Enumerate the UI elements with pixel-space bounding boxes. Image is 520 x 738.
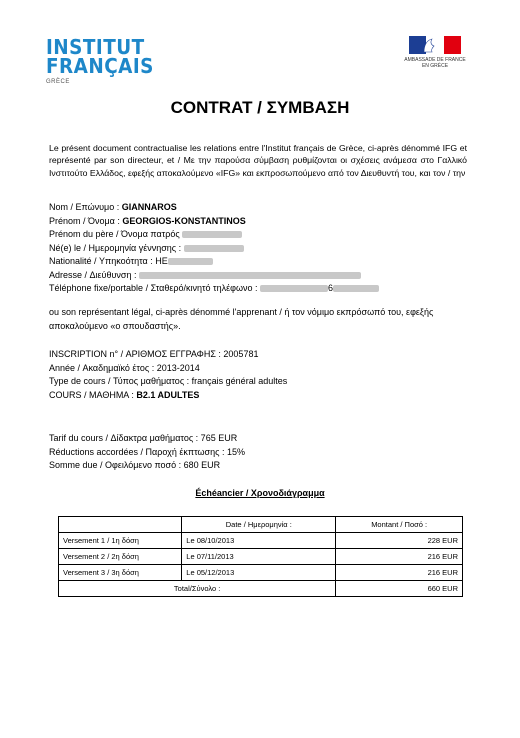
reduction-line: Réductions accordées / Παροχή έκπτωσης : 15% xyxy=(49,446,245,457)
logo-line-2: FRANÇAIS xyxy=(46,54,154,78)
table-header-montant: Montant / Ποσό : xyxy=(336,517,463,533)
pere-label: Prénom du père / Όνομα πατρός xyxy=(49,229,183,239)
total-label: Total/Σύνολο : xyxy=(59,581,336,597)
telephone-row xyxy=(49,282,379,296)
adresse-label: Adresse / Διεύθυνση : xyxy=(49,269,139,280)
nationalite-row xyxy=(49,255,379,269)
prenom-value: GEORGIOS-KONSTANTINOS xyxy=(122,215,246,226)
redacted-nationalite xyxy=(168,258,213,265)
marianne-icon xyxy=(421,37,437,53)
nationalite-partial: HE xyxy=(155,256,168,266)
table-header-row xyxy=(59,517,463,533)
logo-line-1: INSTITUT xyxy=(46,35,145,59)
telephone-suffix: 6 xyxy=(327,283,333,293)
representative-paragraph: ou son représentant légal, ci-après dénommé l'apprenant / ή τον νόμιμο εκπρόσωπό του, εφεξής αποκαλούμενο «ο σπουδαστής». xyxy=(49,307,434,331)
course-value: B2.1 ADULTES xyxy=(136,389,200,400)
installment-date: Le 07/11/2013 xyxy=(182,549,336,565)
redacted-telephone-2 xyxy=(333,285,379,292)
prenom-label: Prénom / Όνομα : xyxy=(49,215,123,226)
table-row xyxy=(59,533,463,549)
embassy-logo xyxy=(402,36,468,69)
inscription-number: INSCRIPTION n° / ΑΡΙΘΜΟΣ ΕΓΓΡΑΦΗΣ : 2005781 xyxy=(49,349,259,359)
pere-row xyxy=(49,228,379,242)
installment-amount: 228 EUR xyxy=(336,533,463,549)
embassy-caption-2: EN GRÈCE xyxy=(421,63,449,69)
tarif-line: Tarif du cours / Δίδακτρα μαθήματος : 765 EUR xyxy=(49,433,238,443)
embassy-caption-1: AMBASSADE DE FRANCE xyxy=(404,57,466,63)
redacted-naissance xyxy=(184,245,244,252)
identity-section xyxy=(49,201,379,296)
academic-year: Année / Ακαδημαϊκό έτος : 2013-2014 xyxy=(49,362,200,373)
redacted-pere xyxy=(182,231,242,238)
logo-line-3: GRÈCE xyxy=(46,79,70,85)
nom-label: Nom / Επώνυμο : xyxy=(49,202,122,212)
prenom-row xyxy=(49,215,379,229)
contract-title: CONTRAT / ΣΥΜΒΑΣΗ xyxy=(170,98,350,117)
inscription-section xyxy=(49,348,287,402)
course-type: Type de cours / Τύπος μαθήματος : français général adultes xyxy=(49,376,288,386)
table-total-row xyxy=(59,581,463,597)
installment-label: Versement 1 / 1η δόση xyxy=(59,533,182,549)
installment-amount: 216 EUR xyxy=(336,565,463,581)
payment-schedule-table xyxy=(58,516,463,597)
adresse-row xyxy=(49,269,379,283)
naissance-row xyxy=(49,242,379,256)
intro-paragraph: Le présent document contractualise les relations entre l'Institut français de Grèce, ci-après dénommé IFG et représenté par son directeur, et / Με την παρούσα σύμβαση ρυθμίζονται οι σχέσεις ανάμεσα στο Γαλλικό Ινστιτούτο Ελλάδος, εφεξής αποκαλούμενο «IFG» και εκπροσωπούμενο από τον Διευθυντή του, και τον / την xyxy=(49,143,467,178)
redacted-telephone xyxy=(260,285,328,292)
naissance-label: Né(e) le / Ημερομηνία γέννησης : xyxy=(49,242,184,253)
installment-amount: 216 EUR xyxy=(336,549,463,565)
somme-due-line: Somme due / Οφειλόμενο ποσό : 680 EUR xyxy=(49,460,221,470)
nationalite-label: Nationalité / Υπηκοότητα : xyxy=(49,256,156,266)
institut-francais-logo xyxy=(46,35,154,85)
installment-label: Versement 2 / 2η δόση xyxy=(59,549,182,565)
course-row xyxy=(49,389,287,403)
redacted-adresse xyxy=(139,272,361,279)
nom-value: GIANNAROS xyxy=(121,202,177,212)
table-header-empty xyxy=(59,517,182,533)
nom-row xyxy=(49,201,379,215)
table-row xyxy=(59,549,463,565)
schedule-title: Échéancier / Χρονοδιάγραμμα xyxy=(195,488,325,498)
tarif-section xyxy=(49,432,245,473)
table-header-date: Date / Ημερομηνία : xyxy=(182,517,336,533)
course-label: COURS / ΜΑΘΗΜΑ : xyxy=(49,389,137,400)
table-row xyxy=(59,565,463,581)
total-amount: 660 EUR xyxy=(336,581,463,597)
installment-date: Le 05/12/2013 xyxy=(182,565,336,581)
installment-label: Versement 3 / 3η δόση xyxy=(59,565,182,581)
installment-date: Le 08/10/2013 xyxy=(182,533,336,549)
telephone-label: Téléphone fixe/portable / Σταθερό/κινητό τηλέφωνο : xyxy=(49,283,260,293)
